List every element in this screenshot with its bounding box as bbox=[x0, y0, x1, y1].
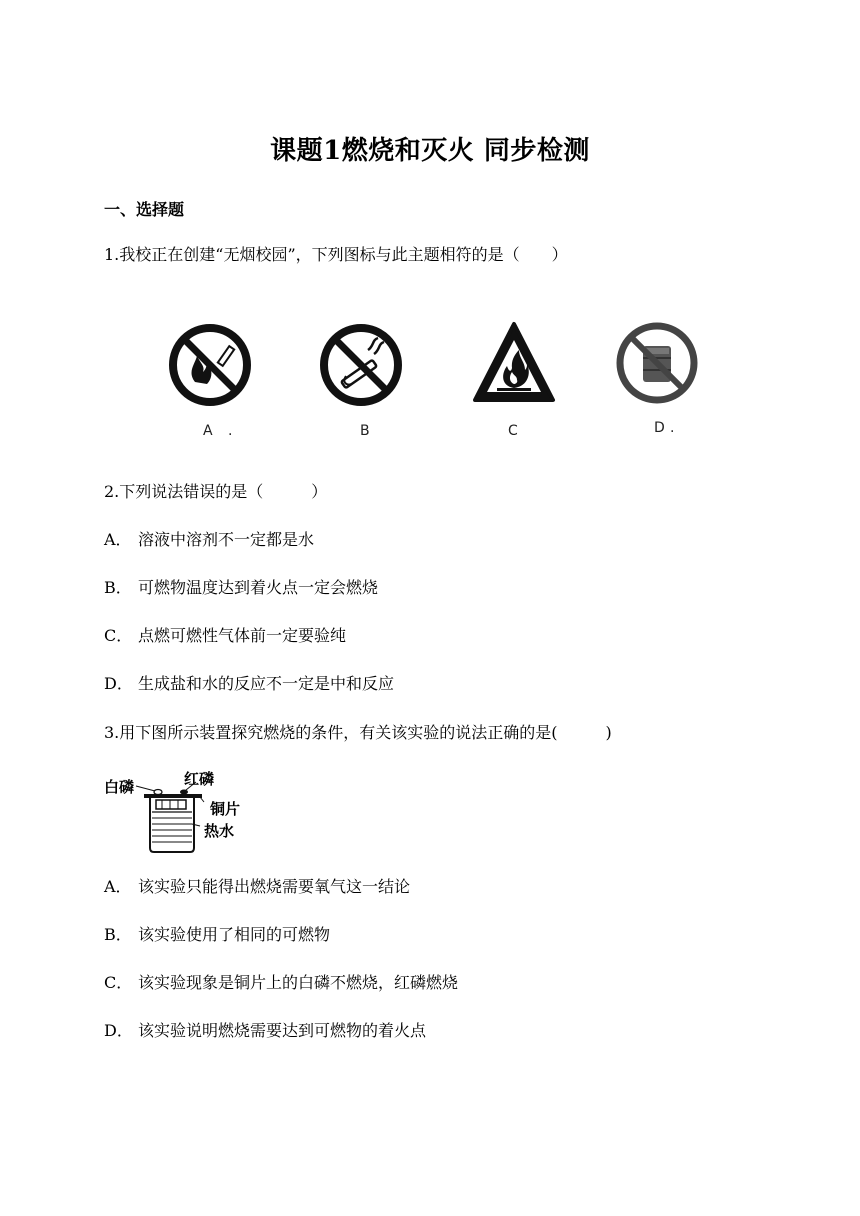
question-1-text: 1.我校正在创建“无烟校园”，下列图标与此主题相符的是（ ） bbox=[104, 245, 568, 264]
option-label-b: B bbox=[360, 423, 370, 439]
option-letter: D． bbox=[104, 1021, 133, 1040]
no-open-flame-icon bbox=[165, 320, 255, 410]
option-text: 点燃可燃性气体前一定要验纯 bbox=[138, 626, 347, 645]
question-3-option-c bbox=[104, 973, 458, 993]
option-letter: C． bbox=[104, 626, 133, 645]
question-3-text: 3.用下图所示装置探究燃烧的条件，有关该实验的说法正确的是( ) bbox=[104, 723, 612, 742]
question-3-option-d bbox=[104, 1021, 426, 1041]
option-letter: B． bbox=[104, 925, 132, 944]
option-letter: D． bbox=[104, 674, 133, 693]
option-text: 溶液中溶剂不一定都是水 bbox=[138, 530, 315, 549]
option-text: 该实验现象是铜片上的白磷不燃烧，红磷燃烧 bbox=[138, 973, 459, 992]
option-letter: A． bbox=[104, 530, 132, 549]
option-label-a: A bbox=[203, 423, 213, 439]
option-label-c: C bbox=[508, 423, 518, 439]
question-2-text: 2.下列说法错误的是（ ） bbox=[104, 482, 328, 501]
flammable-warning-icon bbox=[469, 318, 559, 408]
question-2-option-c bbox=[104, 626, 346, 646]
question-2-option-d bbox=[104, 674, 394, 694]
option-letter: A． bbox=[104, 877, 132, 896]
option-label-d: D bbox=[654, 420, 665, 436]
question-3-option-a bbox=[104, 877, 410, 897]
option-letter: C． bbox=[104, 973, 133, 992]
page-title: 课题1燃烧和灭火 同步检测 bbox=[270, 136, 590, 166]
option-text: 该实验使用了相同的可燃物 bbox=[138, 925, 331, 944]
option-text: 该实验只能得出燃烧需要氧气这一结论 bbox=[138, 877, 411, 896]
label-red-phosphorus: 红磷 bbox=[184, 770, 215, 788]
option-text: 该实验说明燃烧需要达到可燃物的着火点 bbox=[138, 1021, 427, 1040]
option-letter: B． bbox=[104, 578, 132, 597]
section-heading: 一、选择题 bbox=[104, 200, 185, 219]
option-label-d-dot: . bbox=[670, 420, 675, 436]
option-label-a-dot: . bbox=[228, 423, 233, 439]
label-white-phosphorus: 白磷 bbox=[104, 778, 135, 796]
label-copper-plate: 铜片 bbox=[210, 800, 241, 818]
no-fuel-storage-icon bbox=[612, 318, 702, 408]
question-3-option-b bbox=[104, 925, 330, 945]
option-text: 可燃物温度达到着火点一定会燃烧 bbox=[138, 578, 379, 597]
question-2-option-b bbox=[104, 578, 378, 598]
question-2-option-a bbox=[104, 530, 314, 550]
option-text: 生成盐和水的反应不一定是中和反应 bbox=[138, 674, 395, 693]
label-hot-water: 热水 bbox=[204, 822, 235, 840]
no-smoking-icon bbox=[316, 320, 406, 410]
